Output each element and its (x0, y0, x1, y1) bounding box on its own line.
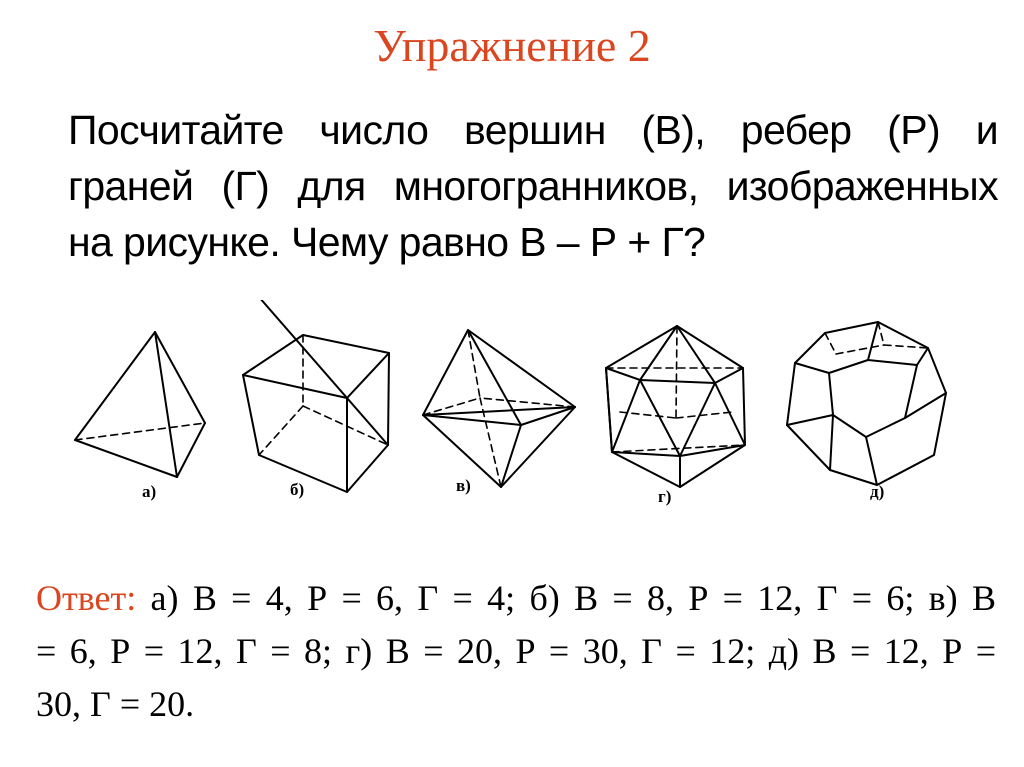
answer-line (36, 572, 996, 625)
figure-label-d: д) (870, 482, 885, 501)
answer-line: 30, Г = 20. (36, 684, 195, 724)
polyhedra-figure (0, 300, 1024, 530)
slide-title: Упражнение 2 (373, 20, 651, 71)
icosahedron (606, 326, 745, 487)
answer-line: = 6, Р = 12, Г = 8; г) В = 20, Р = 30, Г = 12; д) В = 12, Р = (36, 631, 996, 671)
task-line: на рисунке. Чему равно В – Р + Г? (68, 219, 706, 265)
dodecahedron (787, 322, 946, 485)
figure-label-v: в) (456, 476, 471, 495)
answer-line-1-text: а) В = 4, Р = 6, Г = 4; б) В = 8, Р = 12, Г = 6; в) В (136, 578, 996, 618)
octahedron (423, 330, 575, 487)
task-line: граней (Г) для многогранников, изображенных (68, 163, 998, 209)
task-line: Посчитайте число вершин (В), ребер (Р) и (68, 107, 998, 153)
answer-label: Ответ: (36, 578, 137, 618)
task-text (68, 102, 998, 270)
figure-label-g: г) (658, 487, 672, 506)
tetrahedron (75, 332, 205, 477)
figure-label-a: а) (142, 482, 157, 501)
figure-label-b: б) (290, 480, 305, 499)
answer-text (36, 572, 996, 731)
cube (0, 300, 389, 492)
polyhedra-drawing (0, 300, 1024, 530)
